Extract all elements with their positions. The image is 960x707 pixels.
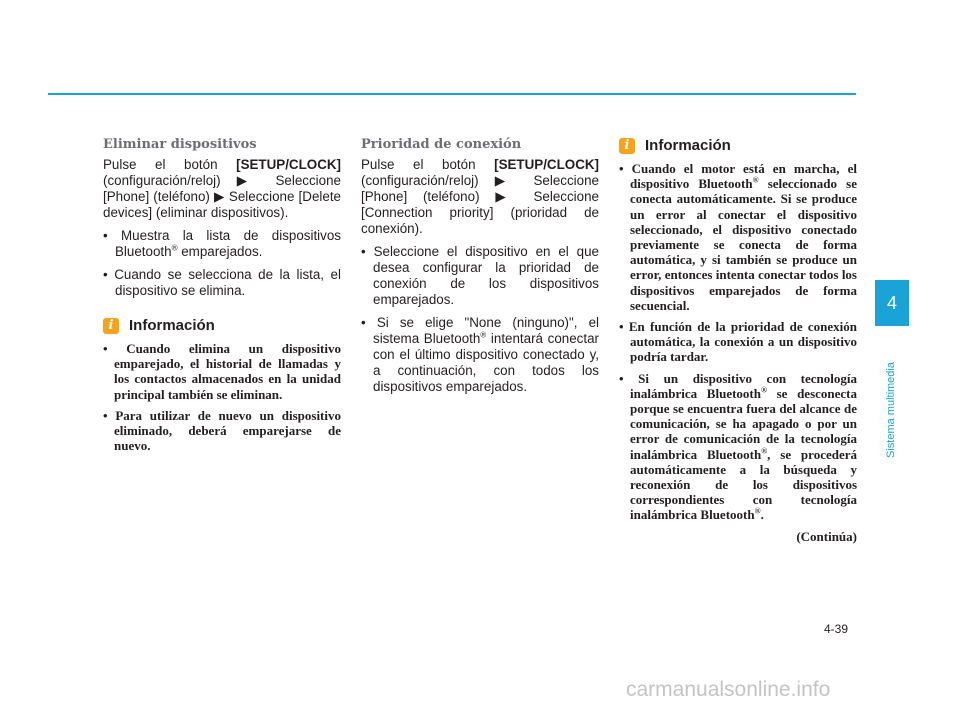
- info-title: Información: [129, 317, 215, 334]
- info-icon: i: [619, 138, 635, 154]
- column-information: [619, 137, 857, 545]
- info-list: [103, 341, 341, 453]
- section-heading: Prioridad de conexión: [361, 137, 522, 152]
- list-item: • En función de la prioridad de conexión automática, la conexión a un dispositivo podría tardar.: [619, 319, 857, 365]
- intro-prefix: Pulse el botón: [103, 157, 237, 172]
- continued-note: (Continúa): [796, 528, 857, 544]
- bullet-list: [361, 244, 599, 395]
- chapter-tab: 4: [875, 280, 909, 326]
- column-delete-devices: [103, 137, 341, 459]
- intro-prefix: Pulse el botón: [361, 157, 495, 172]
- info-title: Información: [645, 137, 731, 154]
- page-number: 4-39: [824, 622, 849, 636]
- watermark: carmanualsonline.info: [626, 678, 831, 701]
- list-item: • Cuando elimina un dispositivo emparejado, el historial de llamadas y los contactos almacenados en la unidad principal también se eliminan.: [103, 341, 341, 402]
- list-item: • Seleccione el dispositivo en el que desea configurar la prioridad de conexión de los dispositivos emparejados.: [361, 244, 599, 307]
- setup-key-label: [SETUP/CLOCK]: [236, 157, 341, 172]
- list-item: • Si se elige "None (ninguno)", el sistema Bluetooth® intentará conectar con el último dispositivo conectado y, a continuación, con todos los dispositivos emparejados.: [361, 315, 599, 394]
- chapter-label: Sistema multimedia: [885, 362, 898, 458]
- info-icon: i: [103, 318, 119, 334]
- setup-key-label: [SETUP/CLOCK]: [494, 157, 599, 172]
- intro-rest: (configuración/reloj) ▶ Seleccione [Phone] (teléfono) ▶ Seleccione [Delete devices] (eliminar dispositivos).: [103, 173, 341, 220]
- info-list: [619, 161, 857, 523]
- section-heading: Eliminar dispositivos: [103, 137, 257, 152]
- info-header: [619, 137, 857, 154]
- list-item: • Cuando se selecciona de la lista, el dispositivo se elimina.: [103, 267, 341, 298]
- list-item: • Cuando el motor está en marcha, el dispositivo Bluetooth® seleccionado se conecta automáticamente. Si se produce un error al conectar el dispositivo seleccionado, el dispositivo conectado previamente se conecta de forma automática, y si también se produce un error, entonces intenta conectar todos los dispositivos emparejados de forma secuencial.: [619, 161, 857, 313]
- bullet-list: [103, 228, 341, 299]
- intro-paragraph: [103, 157, 341, 221]
- intro-rest: (configuración/reloj) ▶ Seleccione [Phone] (teléfono) ▶ Seleccione [Connection priority] (prioridad de conexión).: [361, 173, 599, 236]
- info-header: [103, 317, 341, 334]
- top-rule: [48, 93, 856, 95]
- list-item: • Si un dispositivo con tecnología inalámbrica Bluetooth® se desconecta porque se encuentra fuera del alcance de comunicación, se ha apagado o por un error de comunicación de la tecnología inalámbrica Bluetooth®, se procederá automáticamente a la búsqueda y reconexión de los dispositivos correspondientes con tecnología inalámbrica Bluetooth®.: [619, 370, 858, 523]
- column-connection-priority: [361, 137, 599, 402]
- intro-paragraph: [361, 157, 599, 237]
- list-item: • Muestra la lista de dispositivos Bluetooth® emparejados.: [103, 228, 341, 259]
- list-item: • Para utilizar de nuevo un dispositivo eliminado, deberá emparejarse de nuevo.: [103, 407, 341, 454]
